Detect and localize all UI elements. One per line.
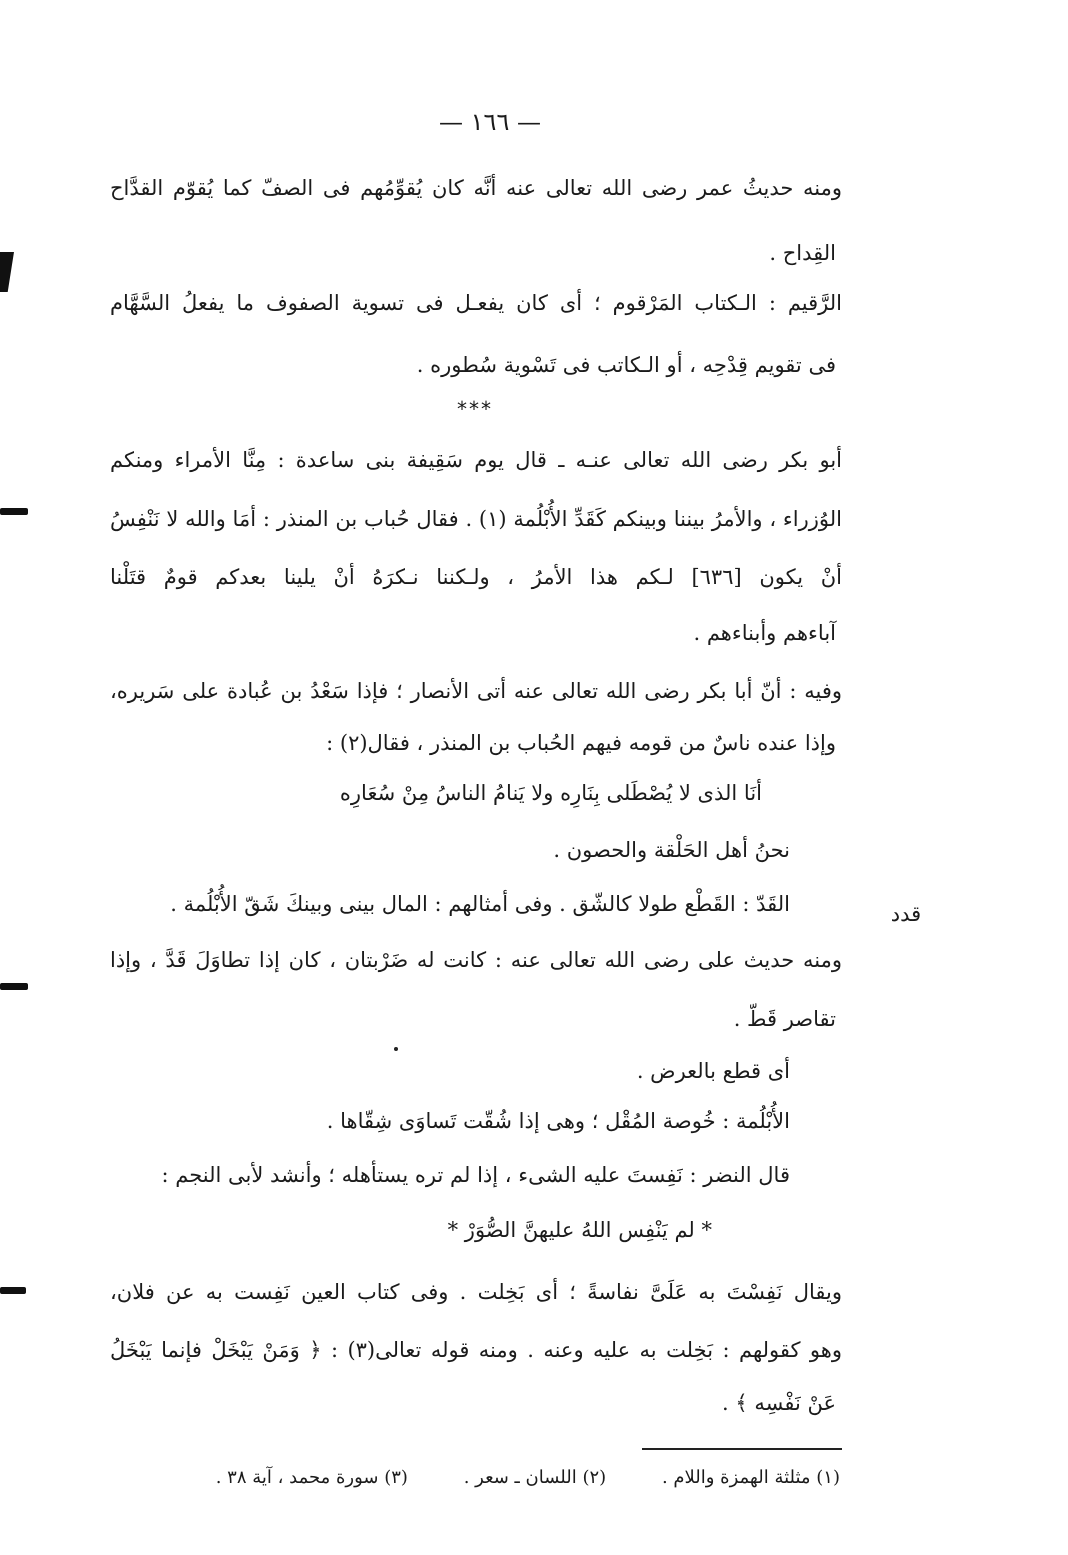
text-line: القَدّ : القَطْع طولا كالشّق . وفى أمثالهم : المال بينى وبينكَ شَقّ الأُبْلُمة . [170, 892, 790, 916]
margin-note: قدد [890, 902, 922, 926]
text-line: نحنُ أهل الحَلْقة والحصون . [553, 838, 790, 862]
scan-edge-mark [0, 1287, 26, 1294]
text-line: قال النضر : نَفِستَ عليه الشىء ، إذا لم تره يستأهله ؛ وأنشد لأبى النجم : [161, 1163, 790, 1187]
footnote: (٢) اللسان ـ سعر . [463, 1467, 607, 1488]
footnote: (١) مثلثة الهمزة واللام . [661, 1467, 840, 1488]
text-line: عَنْ نَفْسِه ﴾ . [722, 1391, 836, 1415]
footnote: (٣) سورة محمد ، آية ٣٨ . [215, 1467, 408, 1488]
text-line: وإذا عنده ناسٌ من قومه فيهم الحُباب بن المنذر ، فقال(٢) : [326, 731, 836, 755]
footnote-rule [642, 1448, 842, 1450]
text-line: أبو بكر رضى الله تعالى عنـه ـ قال يوم سَقِيفة بنى ساعدة : مِنَّا الأمراء ومنكم [110, 448, 842, 472]
text-line: ومنه حديثُ عمر رضى الله تعالى عنه أنَّه كان يُقوِّمُهم فى الصفّ كما يُقوّم القدَّاح [110, 176, 842, 200]
text-line: آباءهم وأبناءهم . [693, 621, 836, 645]
text-line: تقاصر قَطّ . [733, 1007, 836, 1031]
text-line: وهو كقولهم : بَخِلت به عليه وعنه . ومنه قوله تعالى(٣) : ﴿ وَمَنْ يَبْخَلْ فإنما يَبْخَلُ [110, 1338, 842, 1362]
text-line: فى تقويم قِدْحِه ، أو الـكاتب فى تَسْوية سُطوره . [416, 353, 836, 377]
scan-edge-mark [0, 508, 28, 515]
scan-edge-mark [0, 252, 14, 292]
ink-speck [394, 1047, 398, 1051]
text-line: ويقال نَفِسْتَ به عَلَىَّ نفاسةً ؛ أى بَخِلت . وفى كتاب العين نَفِست به عن فلان، [110, 1280, 842, 1304]
verse-line: * لم يَنْفِس اللهُ عليهنَّ الصُّوَرْ * [447, 1218, 712, 1242]
verse-line: أنَا الذى لا يُصْطَلى بِنَارِه ولا يَنامُ الناسُ مِنْ سُعَارِه [339, 781, 762, 805]
text-line: أى قطع بالعرض . [636, 1059, 790, 1083]
text-line: ومنه حديث على رضى الله تعالى عنه : كانت له ضَرْبتان ، كان إذا تطاوَلَ قَدَّ ، وإذا [110, 948, 842, 972]
section-separator: *** [457, 397, 493, 421]
page-number: — ١٦٦ — [439, 108, 541, 136]
footnotes [200, 1464, 840, 1492]
text-line: القِداح . [769, 241, 836, 265]
text-line: الوُزراء ، والأمرُ بيننا وبينكم كَقَدِّ الأُبْلُمة (١) . فقال حُباب بن المنذر : أمَا والله لا نَنْفِسُ [110, 507, 843, 531]
text-line: أنْ يكون [٦٣٦] لـكم هذا الأمرُ ، ولـكننا نـكرَهُ أنْ يلينا بعدكم قومٌ قتَلْنا [110, 565, 843, 589]
scan-edge-mark [0, 983, 28, 990]
text-line: الرَّقيم : الـكتاب المَرْقوم ؛ أى كان يفعـل فى تسوية الصفوف ما يفعلُ السَّهَّام [110, 291, 842, 315]
text-line: وفيه : أنّ أبا بكر رضى الله تعالى عنه أتى الأنصار ؛ فإذا سَعْدُ بن عُبادة على سَريره، [110, 679, 842, 703]
text-line: الأُبْلُمة : خُوصة المُقْل ؛ وهى إذا شُقّت تَساوَى شِقّاها . [326, 1109, 790, 1133]
